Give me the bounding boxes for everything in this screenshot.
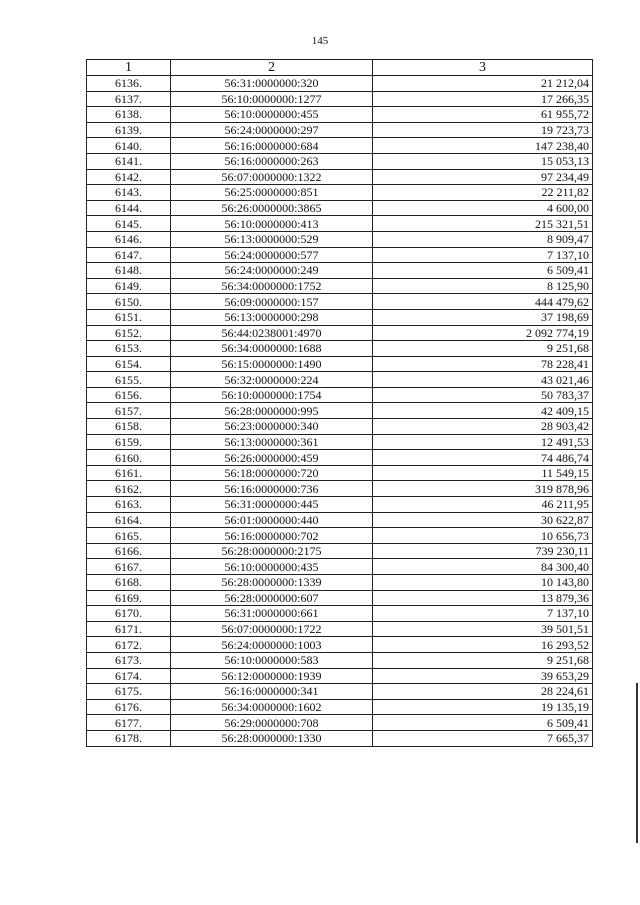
- value-cell: 8 125,90: [373, 278, 593, 294]
- cadastral-number: 56:13:0000000:361: [171, 434, 373, 450]
- table-row: [87, 76, 593, 92]
- value-cell: 46 211,95: [373, 497, 593, 513]
- table-row: [87, 153, 593, 169]
- row-number: 6147.: [87, 247, 171, 263]
- row-number: 6170.: [87, 606, 171, 622]
- table-row: [87, 91, 593, 107]
- table-row: [87, 684, 593, 700]
- value-cell: 42 409,15: [373, 403, 593, 419]
- row-number: 6175.: [87, 684, 171, 700]
- value-cell: 7 137,10: [373, 606, 593, 622]
- value-cell: 97 234,49: [373, 169, 593, 185]
- column-header-1: 1: [87, 60, 171, 76]
- row-number: 6136.: [87, 76, 171, 92]
- value-cell: 22 211,82: [373, 185, 593, 201]
- row-number: 6178.: [87, 730, 171, 746]
- table-row: [87, 263, 593, 279]
- table-row: [87, 730, 593, 746]
- table-row: [87, 465, 593, 481]
- value-cell: 319 878,96: [373, 481, 593, 497]
- table-row: [87, 200, 593, 216]
- row-number: 6152.: [87, 325, 171, 341]
- value-cell: 12 491,53: [373, 434, 593, 450]
- value-cell: 10 656,73: [373, 528, 593, 544]
- cadastral-number: 56:10:0000000:455: [171, 107, 373, 123]
- table-row: [87, 497, 593, 513]
- table-row: [87, 356, 593, 372]
- value-cell: 30 622,87: [373, 512, 593, 528]
- cadastral-number: 56:34:0000000:1602: [171, 699, 373, 715]
- row-number: 6154.: [87, 356, 171, 372]
- value-cell: 739 230,11: [373, 543, 593, 559]
- value-cell: 2 092 774,19: [373, 325, 593, 341]
- table-row: [87, 699, 593, 715]
- cadastral-number: 56:23:0000000:340: [171, 419, 373, 435]
- table-row: [87, 309, 593, 325]
- table-row: [87, 387, 593, 403]
- value-cell: 19 723,73: [373, 122, 593, 138]
- cadastral-number: 56:31:0000000:445: [171, 497, 373, 513]
- row-number: 6156.: [87, 387, 171, 403]
- value-cell: 28 903,42: [373, 419, 593, 435]
- row-number: 6137.: [87, 91, 171, 107]
- value-cell: 147 238,40: [373, 138, 593, 154]
- value-cell: 16 293,52: [373, 637, 593, 653]
- cadastral-number: 56:29:0000000:708: [171, 715, 373, 731]
- table-body: [87, 76, 593, 747]
- cadastral-number: 56:10:0000000:413: [171, 216, 373, 232]
- row-number: 6159.: [87, 434, 171, 450]
- row-number: 6163.: [87, 497, 171, 513]
- table-row: [87, 606, 593, 622]
- table-row: [87, 621, 593, 637]
- value-cell: 39 653,29: [373, 668, 593, 684]
- value-cell: 13 879,36: [373, 590, 593, 606]
- cadastral-number: 56:01:0000000:440: [171, 512, 373, 528]
- row-number: 6167.: [87, 559, 171, 575]
- row-number: 6171.: [87, 621, 171, 637]
- value-cell: 37 198,69: [373, 309, 593, 325]
- row-number: 6176.: [87, 699, 171, 715]
- cadastral-number: 56:16:0000000:702: [171, 528, 373, 544]
- row-number: 6139.: [87, 122, 171, 138]
- page-number: 145: [311, 35, 329, 47]
- cadastral-number: 56:28:0000000:1330: [171, 730, 373, 746]
- table-header: [87, 60, 593, 76]
- data-table: [86, 59, 593, 747]
- row-number: 6177.: [87, 715, 171, 731]
- value-cell: 444 479,62: [373, 294, 593, 310]
- cadastral-number: 56:26:0000000:3865: [171, 200, 373, 216]
- table-row: [87, 668, 593, 684]
- table-row: [87, 341, 593, 357]
- value-cell: 39 501,51: [373, 621, 593, 637]
- cadastral-number: 56:10:0000000:583: [171, 652, 373, 668]
- row-number: 6150.: [87, 294, 171, 310]
- row-number: 6158.: [87, 419, 171, 435]
- row-number: 6153.: [87, 341, 171, 357]
- cadastral-number: 56:24:0000000:297: [171, 122, 373, 138]
- row-number: 6157.: [87, 403, 171, 419]
- row-number: 6149.: [87, 278, 171, 294]
- table-row: [87, 216, 593, 232]
- cadastral-number: 56:32:0000000:224: [171, 372, 373, 388]
- table-row: [87, 325, 593, 341]
- row-number: 6145.: [87, 216, 171, 232]
- cadastral-number: 56:28:0000000:1339: [171, 575, 373, 591]
- row-number: 6166.: [87, 543, 171, 559]
- table-row: [87, 107, 593, 123]
- row-number: 6165.: [87, 528, 171, 544]
- table-row: [87, 185, 593, 201]
- cadastral-number: 56:07:0000000:1322: [171, 169, 373, 185]
- value-cell: 215 321,51: [373, 216, 593, 232]
- value-cell: 74 486,74: [373, 450, 593, 466]
- row-number: 6143.: [87, 185, 171, 201]
- cadastral-number: 56:26:0000000:459: [171, 450, 373, 466]
- row-number: 6162.: [87, 481, 171, 497]
- table-row: [87, 138, 593, 154]
- cadastral-number: 56:13:0000000:529: [171, 231, 373, 247]
- table-row: [87, 481, 593, 497]
- table-row: [87, 559, 593, 575]
- row-number: 6148.: [87, 263, 171, 279]
- cadastral-number: 56:10:0000000:1277: [171, 91, 373, 107]
- row-number: 6173.: [87, 652, 171, 668]
- row-number: 6160.: [87, 450, 171, 466]
- cadastral-number: 56:24:0000000:1003: [171, 637, 373, 653]
- cadastral-number: 56:31:0000000:661: [171, 606, 373, 622]
- cadastral-number: 56:10:0000000:1754: [171, 387, 373, 403]
- value-cell: 7 137,10: [373, 247, 593, 263]
- row-number: 6155.: [87, 372, 171, 388]
- row-number: 6142.: [87, 169, 171, 185]
- cadastral-number: 56:24:0000000:577: [171, 247, 373, 263]
- cadastral-number: 56:34:0000000:1688: [171, 341, 373, 357]
- table-row: [87, 590, 593, 606]
- cadastral-number: 56:25:0000000:851: [171, 185, 373, 201]
- table-row: [87, 231, 593, 247]
- cadastral-number: 56:18:0000000:720: [171, 465, 373, 481]
- table-row: [87, 122, 593, 138]
- cadastral-number: 56:16:0000000:263: [171, 153, 373, 169]
- cadastral-number: 56:16:0000000:684: [171, 138, 373, 154]
- value-cell: 43 021,46: [373, 372, 593, 388]
- table-row: [87, 637, 593, 653]
- value-cell: 61 955,72: [373, 107, 593, 123]
- value-cell: 78 228,41: [373, 356, 593, 372]
- value-cell: 84 300,40: [373, 559, 593, 575]
- row-number: 6161.: [87, 465, 171, 481]
- row-number: 6174.: [87, 668, 171, 684]
- row-number: 6168.: [87, 575, 171, 591]
- row-number: 6144.: [87, 200, 171, 216]
- row-number: 6140.: [87, 138, 171, 154]
- table-row: [87, 294, 593, 310]
- table-row: [87, 715, 593, 731]
- value-cell: 6 509,41: [373, 263, 593, 279]
- cadastral-number: 56:15:0000000:1490: [171, 356, 373, 372]
- row-number: 6146.: [87, 231, 171, 247]
- cadastral-number: 56:16:0000000:341: [171, 684, 373, 700]
- cadastral-number: 56:31:0000000:320: [171, 76, 373, 92]
- table-row: [87, 247, 593, 263]
- table-row: [87, 419, 593, 435]
- cadastral-number: 56:07:0000000:1722: [171, 621, 373, 637]
- value-cell: 11 549,15: [373, 465, 593, 481]
- value-cell: 15 053,13: [373, 153, 593, 169]
- table-row: [87, 434, 593, 450]
- value-cell: 17 266,35: [373, 91, 593, 107]
- table-row: [87, 169, 593, 185]
- table-row: [87, 652, 593, 668]
- table-row: [87, 450, 593, 466]
- value-cell: 19 135,19: [373, 699, 593, 715]
- table-row: [87, 528, 593, 544]
- page-edge-mark: [636, 683, 638, 843]
- cadastral-number: 56:13:0000000:298: [171, 309, 373, 325]
- row-number: 6138.: [87, 107, 171, 123]
- column-header-3: 3: [373, 60, 593, 76]
- value-cell: 6 509,41: [373, 715, 593, 731]
- row-number: 6164.: [87, 512, 171, 528]
- row-number: 6169.: [87, 590, 171, 606]
- table-row: [87, 575, 593, 591]
- value-cell: 50 783,37: [373, 387, 593, 403]
- table-row: [87, 543, 593, 559]
- row-number: 6172.: [87, 637, 171, 653]
- cadastral-number: 56:10:0000000:435: [171, 559, 373, 575]
- value-cell: 28 224,61: [373, 684, 593, 700]
- value-cell: 7 665,37: [373, 730, 593, 746]
- cadastral-number: 56:24:0000000:249: [171, 263, 373, 279]
- table-row: [87, 403, 593, 419]
- value-cell: 9 251,68: [373, 341, 593, 357]
- row-number: 6141.: [87, 153, 171, 169]
- value-cell: 9 251,68: [373, 652, 593, 668]
- value-cell: 21 212,04: [373, 76, 593, 92]
- cadastral-number: 56:44:0238001:4970: [171, 325, 373, 341]
- cadastral-number: 56:16:0000000:736: [171, 481, 373, 497]
- cadastral-number: 56:28:0000000:2175: [171, 543, 373, 559]
- row-number: 6151.: [87, 309, 171, 325]
- table-row: [87, 372, 593, 388]
- value-cell: 4 600,00: [373, 200, 593, 216]
- cadastral-number: 56:09:0000000:157: [171, 294, 373, 310]
- cadastral-number: 56:28:0000000:995: [171, 403, 373, 419]
- value-cell: 10 143,80: [373, 575, 593, 591]
- header-row: [87, 60, 593, 76]
- value-cell: 8 909,47: [373, 231, 593, 247]
- cadastral-number: 56:12:0000000:1939: [171, 668, 373, 684]
- cadastral-number: 56:34:0000000:1752: [171, 278, 373, 294]
- column-header-2: 2: [171, 60, 373, 76]
- table-row: [87, 512, 593, 528]
- table-row: [87, 278, 593, 294]
- cadastral-number: 56:28:0000000:607: [171, 590, 373, 606]
